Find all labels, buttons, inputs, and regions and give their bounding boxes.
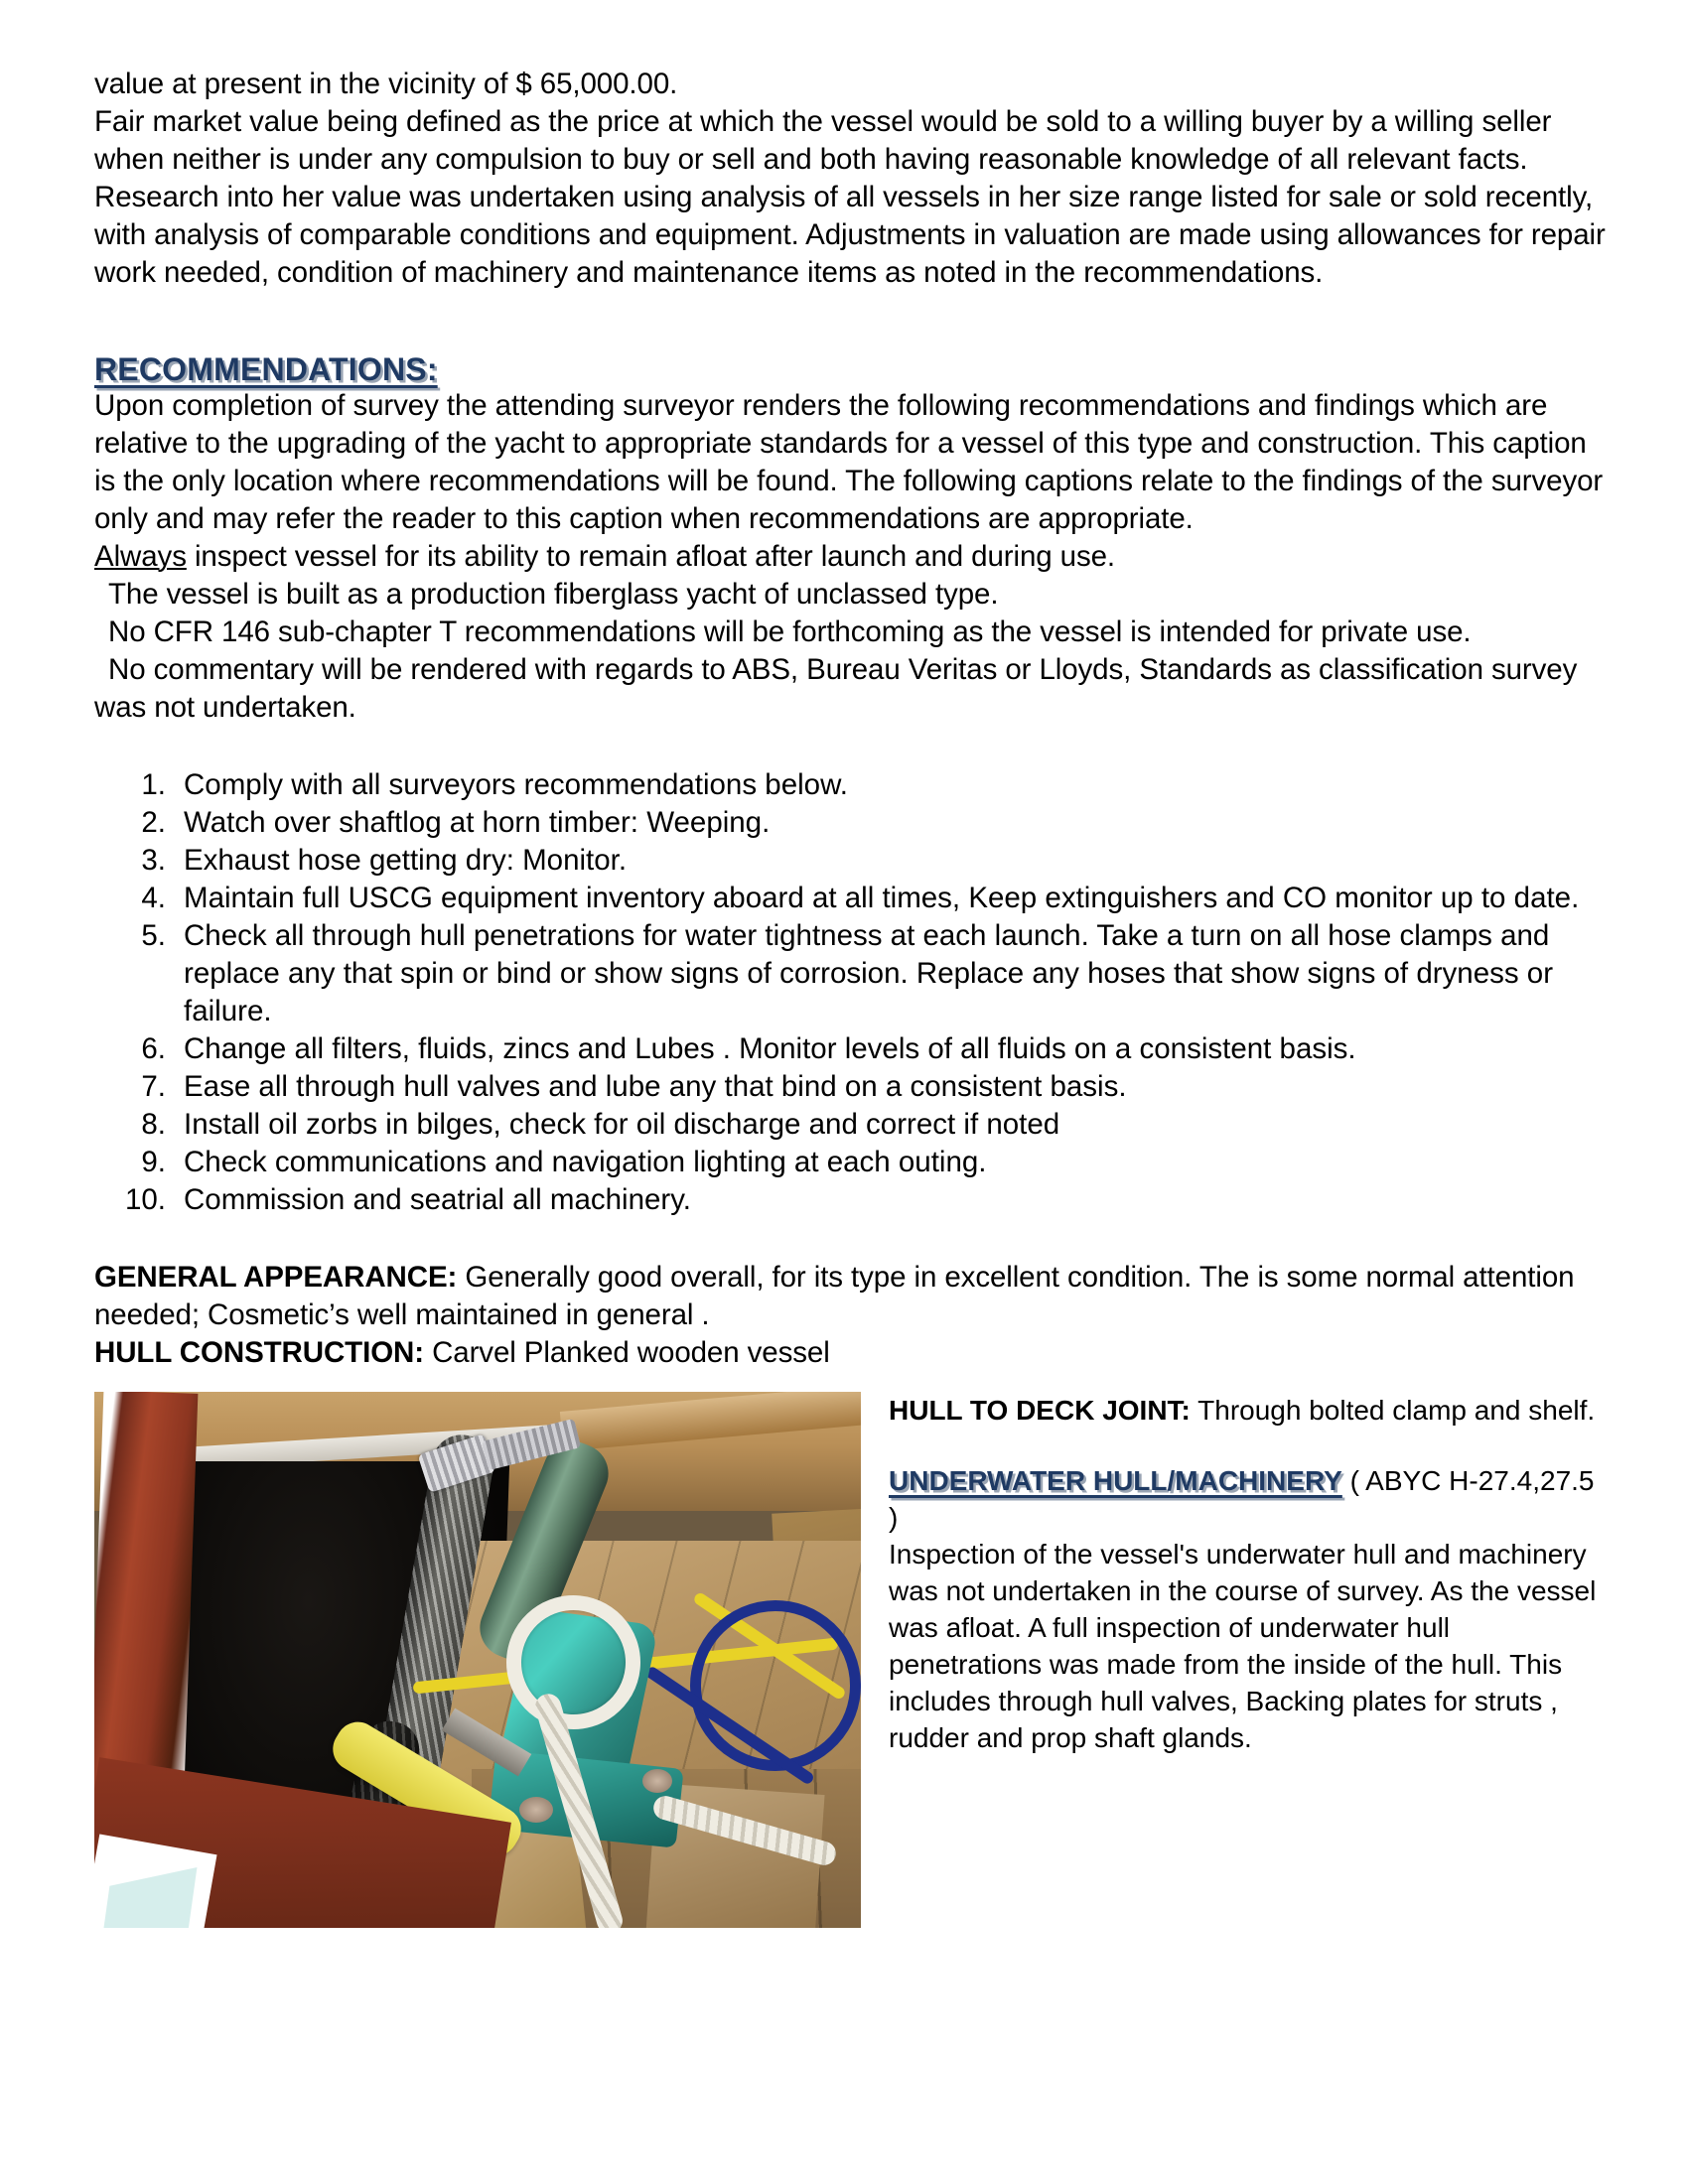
recommendations-always-line (94, 538, 1614, 576)
underwater-hull-body: Inspection of the vessel's underwater hull and machinery was not undertaken in the course of survey. As the vessel was afloat. A full inspection of underwater hull penetrations was made from the inside of the hull. This includes through hull valves, Backing plates for struts , rudder and prop shaft glands. (889, 1539, 1597, 1753)
right-text-column (889, 1392, 1604, 1756)
list-item-number: 8. (141, 1108, 166, 1141)
list-item-number: 7. (141, 1070, 166, 1103)
underwater-hull-heading: UNDERWATER HULL/MACHINERY (889, 1465, 1342, 1496)
general-appearance-label: GENERAL APPEARANCE: (94, 1261, 458, 1294)
list-item-text: Commission and seatrial all machinery. (184, 1183, 691, 1216)
photo-base-bolt-left (519, 1797, 553, 1823)
list-item (94, 1068, 1614, 1106)
list-item-number: 2. (141, 806, 166, 839)
valuation-paragraph-3: Research into her value was undertaken using analysis of all vessels in her size range listed for sale or sold recently, with analysis of comparable conditions and equipment. Adjustments in valuation are made using allowances for repair work needed, condition of machinery and maintenance items as noted in the recommendations. (94, 181, 1606, 289)
spacer (94, 1219, 1614, 1259)
list-item-number: 5. (141, 919, 166, 952)
list-item-text: Ease all through hull valves and lube any that bind on a consistent basis. (184, 1070, 1127, 1103)
hull-construction-label: HULL CONSTRUCTION: (94, 1336, 424, 1369)
list-item-number: 10. (124, 1183, 166, 1216)
recommendations-list (94, 766, 1614, 1219)
bilge-through-hull-photo (94, 1392, 861, 1928)
underwater-hull-heading-suffix: ( ABYC H-27.4,27.5 ) (889, 1465, 1595, 1533)
spacer (889, 1429, 1604, 1462)
valuation-paragraph-2: Fair market value being defined as the price at which the vessel would be sold to a willing buyer by a willing seller when neither is under any compulsion to buy or sell and both having reasonable knowledge of all relevant facts. (94, 105, 1552, 176)
list-item-text: Change all filters, fluids, zincs and Lubes . Monitor levels of all fluids on a consistent basis. (184, 1032, 1356, 1065)
list-item (94, 1106, 1614, 1144)
hull-construction-text: Carvel Planked wooden vessel (423, 1336, 830, 1369)
hull-to-deck-joint-paragraph (889, 1392, 1604, 1429)
spacer (94, 1372, 1614, 1392)
hull-to-deck-joint-text: Through bolted clamp and shelf. (1190, 1395, 1596, 1426)
photo-and-text-region (94, 1392, 1614, 1756)
list-item-text: Watch over shaftlog at horn timber: Weeping. (184, 806, 771, 839)
list-item-text: Comply with all surveyors recommendations below. (184, 768, 848, 801)
list-item (94, 1144, 1614, 1181)
document-content (94, 66, 1614, 1756)
list-item (94, 766, 1614, 804)
list-item-number: 9. (141, 1146, 166, 1178)
general-appearance-text: Generally good overall, for its type in excellent condition. The is some normal attention needed; Cosmetic’s well maintained in general . (94, 1261, 1575, 1331)
list-item-text: Maintain full USCG equipment inventory aboard at all times, Keep extinguishers and CO monitor up to date. (184, 882, 1580, 914)
hull-to-deck-joint-label: HULL TO DECK JOINT: (889, 1395, 1191, 1426)
list-item-text: Exhaust hose getting dry: Monitor. (184, 844, 628, 877)
list-item (94, 880, 1614, 917)
recommendations-intro: Upon completion of survey the attending surveyor renders the following recommendations and findings which are relative to the upgrading of the yacht to appropriate standards for a vessel of this type and construction. This caption is the only location where recommendations will be found. The following captions relate to the findings of the surveyor only and may refer the reader to this caption when recommendations are appropriate. (94, 389, 1604, 535)
list-item-text: Install oil zorbs in bilges, check for oil discharge and correct if noted (184, 1108, 1060, 1141)
list-item (94, 1181, 1614, 1219)
always-remainder: inspect vessel for its ability to remain afloat after launch and during use. (186, 540, 1116, 573)
appearance-section (94, 1259, 1614, 1372)
recommendations-note-1: The vessel is built as a production fiberglass yacht of unclassed type. (108, 578, 999, 611)
list-item-number: 1. (141, 768, 166, 801)
recommendations-note-3: No commentary will be rendered with regards to ABS, Bureau Veritas or Lloyds, Standards as classification survey was not undertaken. (94, 653, 1578, 724)
always-emphasis: Always (94, 540, 187, 573)
valuation-section (94, 66, 1614, 292)
recommendations-section (94, 351, 1614, 1219)
photo-base-bolt-right (642, 1769, 672, 1793)
recommendations-body (94, 387, 1614, 727)
list-item (94, 842, 1614, 880)
list-item-number: 6. (141, 1032, 166, 1065)
spacer (94, 292, 1614, 351)
photo-column (94, 1392, 861, 1928)
list-item-number: 3. (141, 844, 166, 877)
valuation-paragraph-1: value at present in the vicinity of $ 65,000.00. (94, 68, 678, 100)
list-item (94, 917, 1614, 1030)
list-item-text: Check all through hull penetrations for water tightness at each launch. Take a turn on all hose clamps and replace any that spin or bind or show signs of corrosion. Replace any hoses that show signs of dryness or failure. (184, 919, 1554, 1027)
recommendations-heading: RECOMMENDATIONS: (94, 351, 438, 387)
spacer (94, 727, 1614, 766)
list-item-text: Check communications and navigation lighting at each outing. (184, 1146, 987, 1178)
list-item (94, 804, 1614, 842)
list-item (94, 1030, 1614, 1068)
list-item-number: 4. (141, 882, 166, 914)
recommendations-note-2: No CFR 146 sub-chapter T recommendations will be forthcoming as the vessel is intended for private use. (108, 615, 1472, 648)
underwater-hull-heading-line (889, 1462, 1604, 1536)
hull-construction-paragraph (94, 1334, 1614, 1372)
general-appearance-paragraph (94, 1259, 1614, 1334)
